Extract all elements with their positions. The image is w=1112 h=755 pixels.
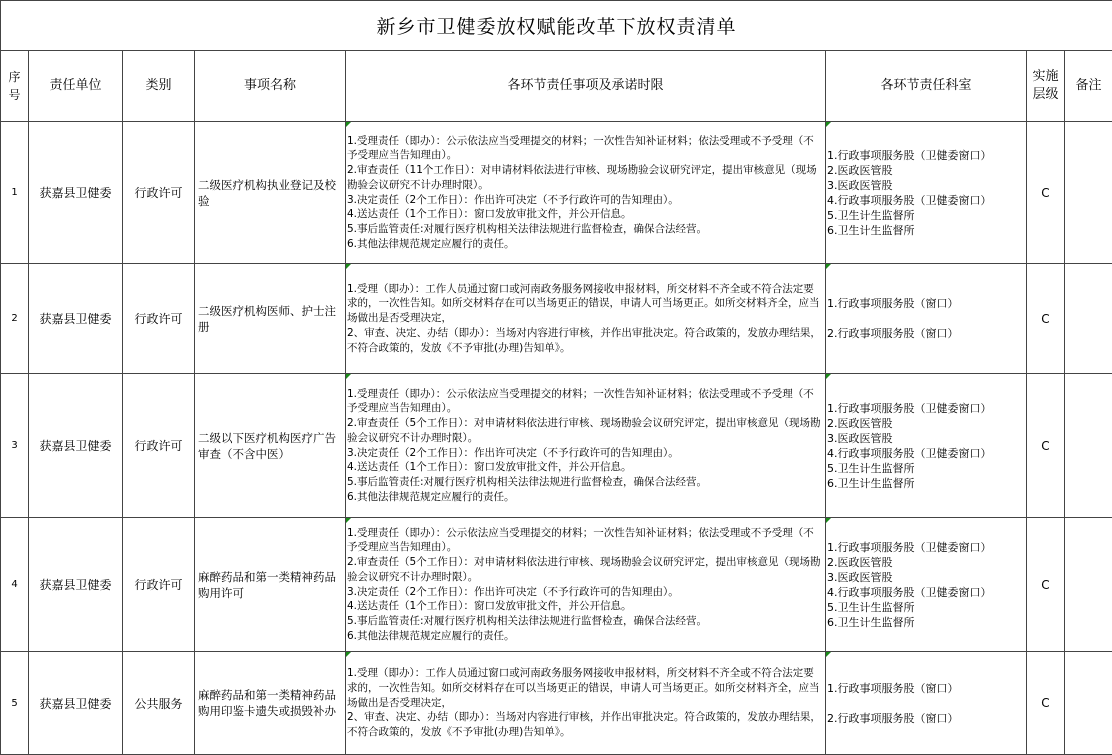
row-remark	[1065, 518, 1112, 652]
row-category: 行政许可	[123, 122, 195, 264]
comment-marker-icon	[346, 264, 351, 269]
table-body	[1, 122, 1112, 755]
comment-marker-icon	[346, 122, 351, 127]
department-line: 6.卫生计生监督所	[827, 476, 1025, 491]
row-level: C	[1027, 652, 1065, 755]
comment-marker-icon	[346, 374, 351, 379]
row-item-name: 二级以下医疗机构医疗广告审查（不含中医）	[195, 374, 346, 518]
comment-marker-icon	[826, 374, 831, 379]
table-row	[1, 652, 1112, 755]
department-line: 6.卫生计生监督所	[827, 615, 1025, 630]
row-category: 行政许可	[123, 518, 195, 652]
department-line: 2.医政医管股	[827, 163, 1025, 178]
page-title: 新乡市卫健委放权赋能改革下放权责清单	[1, 1, 1112, 51]
responsibility-line: 1.受理（即办）：工作人员通过窗口或河南政务服务网接收申报材料，所交材料不齐全或不符合法定要求的，一次性告知。如所交材料存在可以当场更正的错误，申请人可当场更正。如所交材料齐全，应当场做出是否受理决定，	[347, 666, 824, 710]
header-category: 类别	[123, 51, 195, 122]
responsibility-line: 4.送达责任（1个工作日）：窗口发放审批文件，并公开信息。	[347, 207, 824, 222]
responsibility-line: 6.其他法律规范规定应履行的责任。	[347, 490, 824, 505]
responsibility-line: 5.事后监管责任:对履行医疗机构相关法律法规进行监督检查，确保合法经营。	[347, 222, 824, 237]
comment-marker-icon	[346, 518, 351, 523]
row-responsibilities	[346, 518, 826, 652]
responsibility-line: 6.其他法律规范规定应履行的责任。	[347, 629, 824, 644]
header-level: 实施层级	[1027, 51, 1065, 122]
responsibility-line: 1.受理责任（即办）：公示依法应当受理提交的材料；一次性告知补证材料；依法受理或不予受理（不予受理应当告知理由）。	[347, 134, 824, 163]
responsibility-line: 2.审查责任（5个工作日）：对申请材料依法进行审核、现场勘验会议研究评定，提出审核意见（现场勘验会议研究不计办理时限）。	[347, 416, 824, 445]
header-seq: 序号	[1, 51, 29, 122]
row-level: C	[1027, 122, 1065, 264]
row-responsibilities	[346, 122, 826, 264]
department-line: 1.行政事项服务股（卫健委窗口）	[827, 540, 1025, 555]
row-departments	[826, 122, 1027, 264]
row-remark	[1065, 652, 1112, 755]
row-departments	[826, 374, 1027, 518]
header-row	[1, 51, 1112, 122]
row-unit: 获嘉县卫健委	[29, 518, 123, 652]
comment-marker-icon	[826, 518, 831, 523]
header-responsibilities: 各环节责任事项及承诺时限	[346, 51, 826, 122]
department-line: 4.行政事项服务股（卫健委窗口）	[827, 446, 1025, 461]
responsibility-line: 2、审查、决定、办结（即办）：当场对内容进行审核，并作出审批决定。符合政策的，发放办理结果，不符合政策的，发放《不予审批(办理)告知单》。	[347, 326, 824, 355]
department-line: 5.卫生计生监督所	[827, 600, 1025, 615]
responsibility-line: 5.事后监管责任:对履行医疗机构相关法律法规进行监督检查，确保合法经营。	[347, 475, 824, 490]
row-remark	[1065, 264, 1112, 374]
table-row	[1, 518, 1112, 652]
department-line: 1.行政事项服务股（窗口）	[827, 681, 1025, 696]
row-departments	[826, 652, 1027, 755]
responsibility-line: 4.送达责任（1个工作日）：窗口发放审批文件，并公开信息。	[347, 460, 824, 475]
row-seq: 3	[1, 374, 29, 518]
row-unit: 获嘉县卫健委	[29, 264, 123, 374]
row-level: C	[1027, 518, 1065, 652]
row-unit: 获嘉县卫健委	[29, 122, 123, 264]
responsibility-line: 6.其他法律规范规定应履行的责任。	[347, 237, 824, 252]
row-responsibilities	[346, 264, 826, 374]
row-responsibilities	[346, 652, 826, 755]
department-line: 3.医政医管股	[827, 431, 1025, 446]
row-item-name: 麻醉药品和第一类精神药品购用印鉴卡遗失或损毁补办	[195, 652, 346, 755]
header-item: 事项名称	[195, 51, 346, 122]
department-line: 3.医政医管股	[827, 570, 1025, 585]
department-line: 2.医政医管股	[827, 555, 1025, 570]
table-row	[1, 374, 1112, 518]
responsibility-line: 1.受理责任（即办）：公示依法应当受理提交的材料；一次性告知补证材料；依法受理或不予受理（不予受理应当告知理由）。	[347, 387, 824, 416]
row-item-name: 二级医疗机构执业登记及校验	[195, 122, 346, 264]
department-line: 5.卫生计生监督所	[827, 208, 1025, 223]
department-line: 5.卫生计生监督所	[827, 461, 1025, 476]
row-category: 行政许可	[123, 374, 195, 518]
row-item-name: 二级医疗机构医师、护士注册	[195, 264, 346, 374]
row-item-name: 麻醉药品和第一类精神药品购用许可	[195, 518, 346, 652]
table-row	[1, 122, 1112, 264]
department-line: 1.行政事项服务股（卫健委窗口）	[827, 401, 1025, 416]
department-line: 1.行政事项服务股（卫健委窗口）	[827, 148, 1025, 163]
row-seq: 5	[1, 652, 29, 755]
comment-marker-icon	[346, 652, 351, 657]
row-remark	[1065, 374, 1112, 518]
department-line: 6.卫生计生监督所	[827, 223, 1025, 238]
row-category: 公共服务	[123, 652, 195, 755]
responsibility-line: 2.审查责任（5个工作日）：对申请材料依法进行审核、现场勘验会议研究评定，提出审核意见（现场勘验会议研究不计办理时限）。	[347, 555, 824, 584]
responsibility-line: 1.受理（即办）：工作人员通过窗口或河南政务服务网接收申报材料，所交材料不齐全或不符合法定要求的，一次性告知。如所交材料存在可以当场更正的错误，申请人可当场更正。如所交材料齐全，应当场做出是否受理决定，	[347, 282, 824, 326]
row-departments	[826, 264, 1027, 374]
department-line: 1.行政事项服务股（窗口）	[827, 296, 1025, 311]
comment-marker-icon	[826, 652, 831, 657]
header-unit: 责任单位	[29, 51, 123, 122]
table-row	[1, 264, 1112, 374]
responsibility-line: 4.送达责任（1个工作日）：窗口发放审批文件，并公开信息。	[347, 599, 824, 614]
row-unit: 获嘉县卫健委	[29, 374, 123, 518]
responsibility-line: 3.决定责任（2个工作日）：作出许可决定（不予行政许可的告知理由）。	[347, 446, 824, 461]
responsibility-line: 2.审查责任（11个工作日）：对申请材料依法进行审核、现场勘验会议研究评定，提出审核意见（现场勘验会议研究不计办理时限）。	[347, 163, 824, 192]
department-line: 4.行政事项服务股（卫健委窗口）	[827, 193, 1025, 208]
comment-marker-icon	[826, 122, 831, 127]
row-level: C	[1027, 264, 1065, 374]
responsibility-line: 2、审查、决定、办结（即办）：当场对内容进行审核，并作出审批决定。符合政策的，发放办理结果，不符合政策的，发放《不予审批(办理)告知单》。	[347, 710, 824, 739]
row-unit: 获嘉县卫健委	[29, 652, 123, 755]
department-line: 2.医政医管股	[827, 416, 1025, 431]
header-remark: 备注	[1065, 51, 1112, 122]
row-departments	[826, 518, 1027, 652]
responsibility-line: 3.决定责任（2个工作日）：作出许可决定（不予行政许可的告知理由）。	[347, 193, 824, 208]
department-line: 3.医政医管股	[827, 178, 1025, 193]
row-seq: 1	[1, 122, 29, 264]
department-line: 2.行政事项服务股（窗口）	[827, 711, 1025, 726]
comment-marker-icon	[826, 264, 831, 269]
header-departments: 各环节责任科室	[826, 51, 1027, 122]
row-seq: 4	[1, 518, 29, 652]
responsibility-line: 1.受理责任（即办）：公示依法应当受理提交的材料；一次性告知补证材料；依法受理或不予受理（不予受理应当告知理由）。	[347, 526, 824, 555]
row-seq: 2	[1, 264, 29, 374]
responsibility-line: 5.事后监管责任:对履行医疗机构相关法律法规进行监督检查，确保合法经营。	[347, 614, 824, 629]
department-line: 2.行政事项服务股（窗口）	[827, 326, 1025, 341]
row-level: C	[1027, 374, 1065, 518]
row-category: 行政许可	[123, 264, 195, 374]
row-remark	[1065, 122, 1112, 264]
row-responsibilities	[346, 374, 826, 518]
department-line: 4.行政事项服务股（卫健委窗口）	[827, 585, 1025, 600]
responsibility-line: 3.决定责任（2个工作日）：作出许可决定（不予行政许可的告知理由）。	[347, 585, 824, 600]
